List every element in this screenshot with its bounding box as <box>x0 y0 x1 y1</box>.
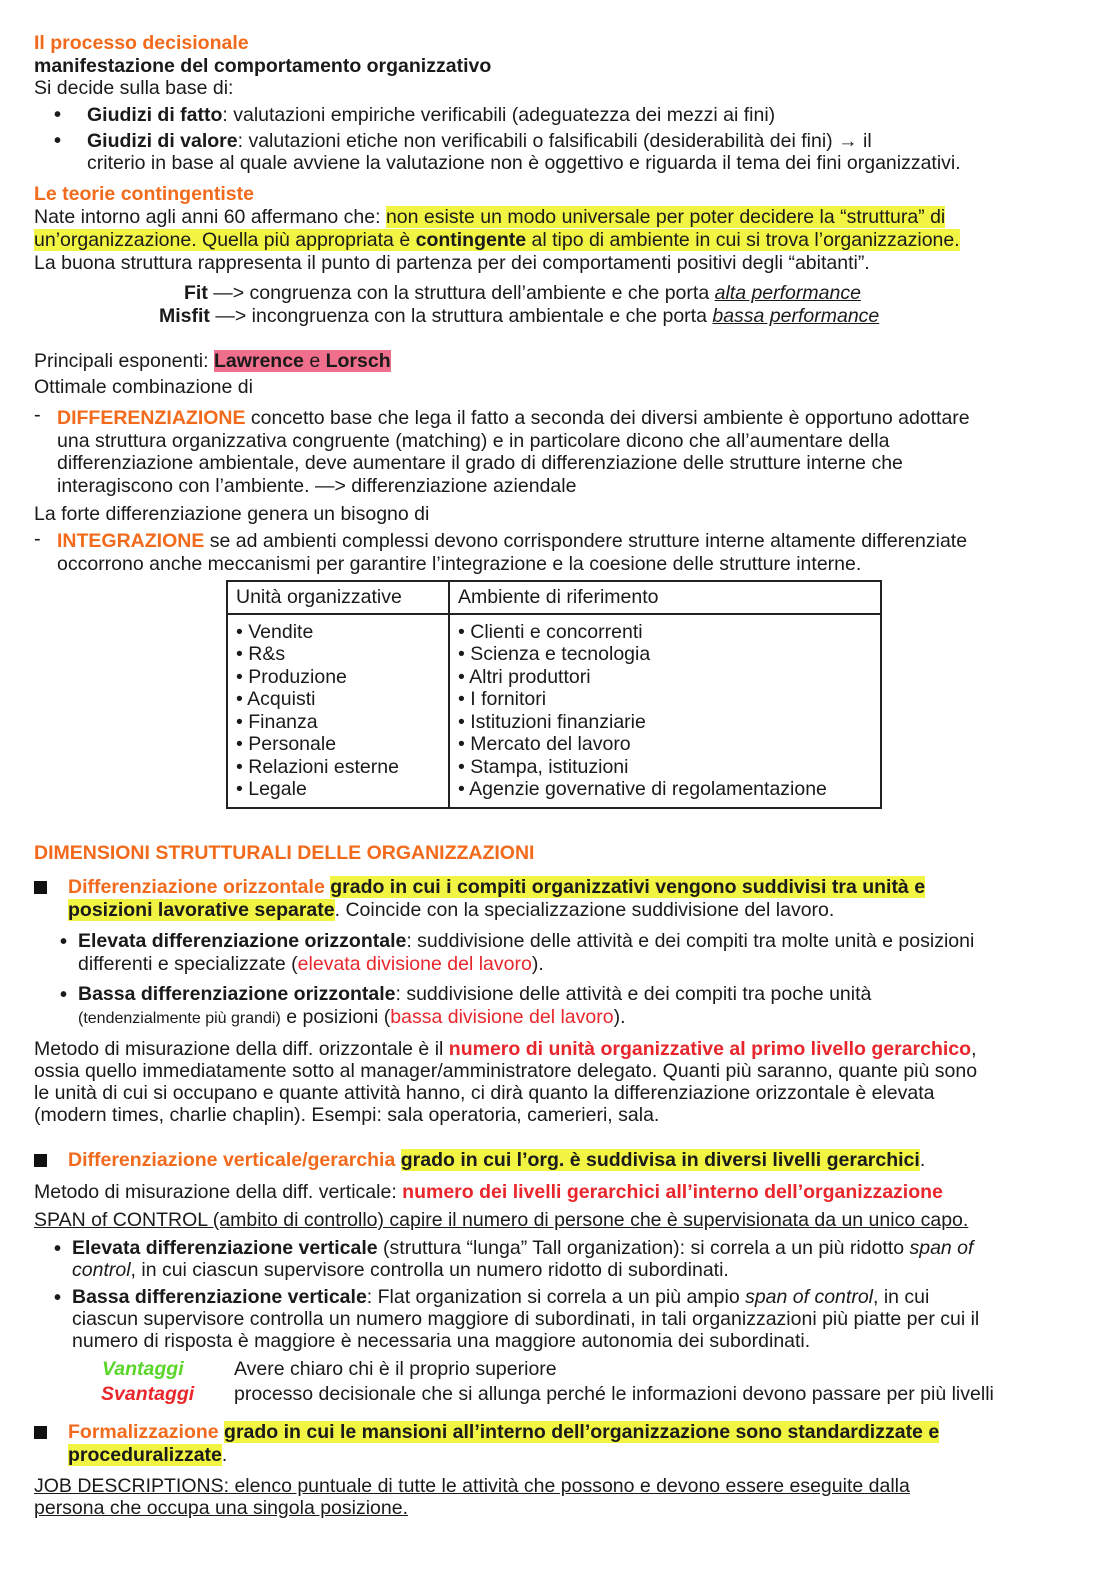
exponent-name: Lorsch <box>325 350 391 372</box>
red-bold-text: numero di unità organizzative al primo livello gerarchico <box>448 1038 972 1060</box>
list-item <box>78 983 871 1006</box>
red-bold-text: numero dei livelli gerarchici all’interno dell’organizzazione <box>402 1181 943 1203</box>
bullet-icon: • <box>60 984 68 1006</box>
text: , <box>971 1038 977 1060</box>
list-item: • R&s <box>236 643 286 665</box>
disadvantages-text: processo decisionale che si allunga perché le informazioni devono passare per più livelli <box>234 1383 994 1405</box>
text: . <box>919 1149 926 1171</box>
list-item: • Clienti e concorrenti <box>458 620 643 643</box>
highlighted-definition: grado in cui i compiti organizzativi vengono suddivisi tra unità e <box>330 876 926 898</box>
text: . <box>221 1444 228 1466</box>
span-of-control-line: SPAN of CONTROL (ambito di controllo) capire il numero di persone che è supervisionata da un unico capo. <box>34 1209 969 1231</box>
list-item: • Mercato del lavoro <box>458 733 631 755</box>
list-item-continuation: interagiscono con l’ambiente. —> differenziazione aziendale <box>57 475 577 497</box>
term: Bassa differenziazione verticale <box>72 1286 367 1308</box>
paragraph-line: La forte differenziazione genera un bisogno di <box>34 503 430 525</box>
dimension-line <box>68 876 925 899</box>
definition: (struttura “lunga” Tall organization): si correla a un più ridotto <box>377 1237 910 1259</box>
pink-highlight <box>214 350 391 372</box>
disadvantages-label: Svantaggi <box>101 1383 195 1405</box>
table-header-environment: Ambiente di riferimento <box>449 581 881 614</box>
list-item-continuation <box>72 1259 729 1282</box>
term: Giudizi di valore <box>87 130 238 152</box>
list-item-continuation: occorrono anche meccanismi per garantire l’integrazione e la coesione delle strutture interne. <box>57 553 862 575</box>
paragraph-line: Ottimale combinazione di <box>34 376 253 398</box>
term: Elevata differenziazione orizzontale <box>78 930 407 952</box>
list-item-continuation <box>78 1006 626 1031</box>
list-item: • Istituzioni finanziarie <box>458 710 646 733</box>
list-item-continuation: differenziazione ambientale, deve aumentare il grado di differenziazione delle strutture interne che <box>57 452 903 474</box>
dash-bullet-icon: - <box>34 404 41 426</box>
list-item: • Stampa, istituzioni <box>458 755 629 778</box>
term: INTEGRAZIONE <box>57 530 205 552</box>
list-item: • Legale <box>236 778 307 800</box>
list-item <box>78 930 974 953</box>
list-item: • Finanza <box>236 710 318 733</box>
list-item <box>87 104 775 127</box>
dimension-line <box>68 1149 925 1172</box>
highlighted-text <box>34 229 960 251</box>
underlined-text: bassa performance <box>712 305 880 327</box>
dimension-title: Differenziazione orizzontale <box>68 876 325 898</box>
term: Elevata differenziazione verticale <box>72 1237 378 1259</box>
highlighted-definition: posizioni lavorative separate <box>68 899 335 921</box>
bullet-icon: • <box>54 1238 62 1260</box>
highlighted-definition: grado in cui le mansioni all’interno dell’organizzazione sono standardizzate e <box>224 1421 940 1443</box>
text: . Coincide con la specializzazione suddivisione del lavoro. <box>334 899 835 921</box>
list-item: • I fornitori <box>458 688 547 710</box>
list-item: • Scienza e tecnologia <box>458 643 651 665</box>
exponents-line <box>34 350 391 373</box>
dash-bullet-icon: - <box>34 528 41 550</box>
paragraph-line: (modern times, charlie chaplin). Esempi: sala operatoria, camerieri, sala. <box>34 1104 660 1126</box>
highlighted-definition: proceduralizzate <box>68 1444 222 1466</box>
advantages-label: Vantaggi <box>102 1358 184 1380</box>
definition: concetto base che lega il fatto a seconda dei diversi ambiente è opportuno adottare <box>245 407 970 429</box>
italic-text: span of control <box>745 1286 873 1308</box>
text: al tipo di ambiente in cui si trova l’organizzazione. <box>526 229 960 251</box>
list-item <box>72 1286 929 1309</box>
red-text: elevata divisione del lavoro <box>297 953 532 975</box>
list-item: • Relazioni esterne <box>236 755 399 778</box>
definition: : suddivisione delle attività e dei compiti tra molte unità e posizioni <box>406 930 975 952</box>
list-item-continuation: ciascun supervisore controlla un numero maggiore di subordinati, in tali organizzazioni più piatte per cui il <box>72 1308 980 1330</box>
list-item: • Agenzie governative di regolamentazione <box>458 778 827 800</box>
table-header-units: Unità organizzative <box>227 581 449 614</box>
bullet-icon: • <box>54 130 62 152</box>
square-bullet-icon <box>34 1154 47 1167</box>
text: differenti e specializzate ( <box>78 953 298 975</box>
list-item: • Produzione <box>236 665 347 688</box>
table-row <box>227 614 881 808</box>
paragraph-line <box>34 229 960 252</box>
list-item: • Vendite <box>236 620 314 643</box>
list-item <box>87 130 872 153</box>
fit-label: Fit <box>184 282 208 304</box>
text: , in cui <box>873 1286 930 1308</box>
highlighted-text: non esiste un modo universale per poter decidere la “struttura” di <box>385 206 946 228</box>
text: Metodo di misurazione della diff. verticale: <box>34 1181 403 1203</box>
bullet-icon: • <box>54 1287 62 1309</box>
misfit-label: Misfit <box>159 305 210 327</box>
small-text: (tendenzialmente più grandi) <box>78 1010 281 1027</box>
paragraph-line: La buona struttura rappresenta il punto di partenza per dei comportamenti positivi degli “abitanti”. <box>34 252 870 274</box>
misfit-line <box>159 305 879 328</box>
text: , in cui ciascun supervisore controlla un numero ridotto di subordinati. <box>130 1259 729 1281</box>
definition: : valutazioni empiriche verificabili (adeguatezza dei mezzi ai fini) <box>222 104 776 126</box>
job-descriptions-line: JOB DESCRIPTIONS: elenco puntuale di tutte le attività che possono e devono essere eseguite dalla <box>34 1475 910 1497</box>
section-title-contingency: Le teorie contingentiste <box>34 183 254 205</box>
highlighted-definition: grado in cui l’org. è suddivisa in diversi livelli gerarchici <box>400 1149 920 1171</box>
list-item-continuation: criterio in base al quale avviene la valutazione non è oggettivo e riguarda il tema dei fini organizzativi. <box>87 152 961 174</box>
table-header-row <box>227 581 881 614</box>
list-item <box>72 1237 973 1260</box>
list-item-continuation: una struttura organizzativa congruente (matching) e in particolare dicono che all’aumentare della <box>57 430 890 452</box>
square-bullet-icon <box>34 881 47 894</box>
list-item-continuation <box>78 953 544 976</box>
text: Metodo di misurazione della diff. orizzontale è il <box>34 1038 449 1060</box>
dimension-line <box>68 899 834 922</box>
red-text: bassa divisione del lavoro <box>390 1006 614 1028</box>
definition: : suddivisione delle attività e dei compiti tra poche unità <box>395 983 872 1005</box>
italic-text: control <box>72 1259 131 1281</box>
list-item-continuation: numero di risposta è maggiore è necessaria una maggiore autonomia dei subordinati. <box>72 1330 811 1352</box>
list-item: • Acquisti <box>236 688 316 710</box>
paragraph-line <box>34 1038 977 1061</box>
paragraph-line: le unità di cui si occupano e quante attività hanno, ci dirà quanto la differenziazione orizzontale è elevata <box>34 1082 935 1104</box>
italic-text: span of <box>909 1237 974 1259</box>
bullet-icon: • <box>54 104 62 126</box>
environment-cell <box>449 614 881 808</box>
term: Bassa differenziazione orizzontale <box>78 983 396 1005</box>
text: Nate intorno agli anni 60 affermano che: <box>34 206 386 228</box>
section-title-decision-process: Il processo decisionale <box>34 32 249 54</box>
text: un’organizzazione. Quella più appropriata è <box>34 229 416 251</box>
bullet-icon: • <box>60 931 68 953</box>
text: e posizioni ( <box>280 1006 391 1028</box>
paragraph-line: ossia quello immediatamente sotto al manager/amministratore delegato. Quanti più saranno, quante più sono <box>34 1060 978 1082</box>
text: ). <box>613 1006 626 1028</box>
list-item <box>57 530 967 553</box>
list-item <box>57 407 970 430</box>
bold-text: contingente <box>415 229 527 251</box>
term: Giudizi di fatto <box>87 104 223 126</box>
dimension-title: Differenziazione verticale/gerarchia <box>68 1149 396 1171</box>
section-title-structural-dimensions: DIMENSIONI STRUTTURALI DELLE ORGANIZZAZIONI <box>34 842 535 864</box>
units-cell <box>227 614 449 808</box>
dimension-line <box>68 1421 939 1444</box>
list-item: • Altri produttori <box>458 665 591 688</box>
text: e <box>303 350 326 372</box>
definition: : Flat organization si correla a un più ampio <box>366 1286 746 1308</box>
term: DIFFERENZIAZIONE <box>57 407 246 429</box>
list-item: • Personale <box>236 733 337 755</box>
square-bullet-icon <box>34 1426 47 1439</box>
paragraph-line <box>34 1181 943 1204</box>
paragraph-line <box>34 206 945 229</box>
job-descriptions-line: persona che occupa una singola posizione. <box>34 1497 409 1519</box>
text: ). <box>531 953 544 975</box>
exponent-name: Lawrence <box>213 350 304 372</box>
units-environment-table <box>226 580 882 809</box>
dimension-title: Formalizzazione <box>68 1421 219 1443</box>
underlined-text: alta performance <box>714 282 861 304</box>
fit-line <box>184 282 861 305</box>
definition: : valutazioni etiche non verificabili o falsificabili (desiderabilità dei fini) → il <box>237 130 872 152</box>
intro-text: Si decide sulla base di: <box>34 77 234 99</box>
text: —> incongruenza con la struttura ambientale e che porta <box>209 305 713 327</box>
section-subtitle: manifestazione del comportamento organizzativo <box>34 55 492 77</box>
dimension-line <box>68 1444 227 1467</box>
text: Principali esponenti: <box>34 350 214 372</box>
advantages-text: Avere chiaro chi è il proprio superiore <box>234 1358 557 1380</box>
text: —> congruenza con la struttura dell’ambiente e che porta <box>207 282 715 304</box>
definition: se ad ambienti complessi devono corrispondere strutture interne altamente differenziate <box>204 530 968 552</box>
